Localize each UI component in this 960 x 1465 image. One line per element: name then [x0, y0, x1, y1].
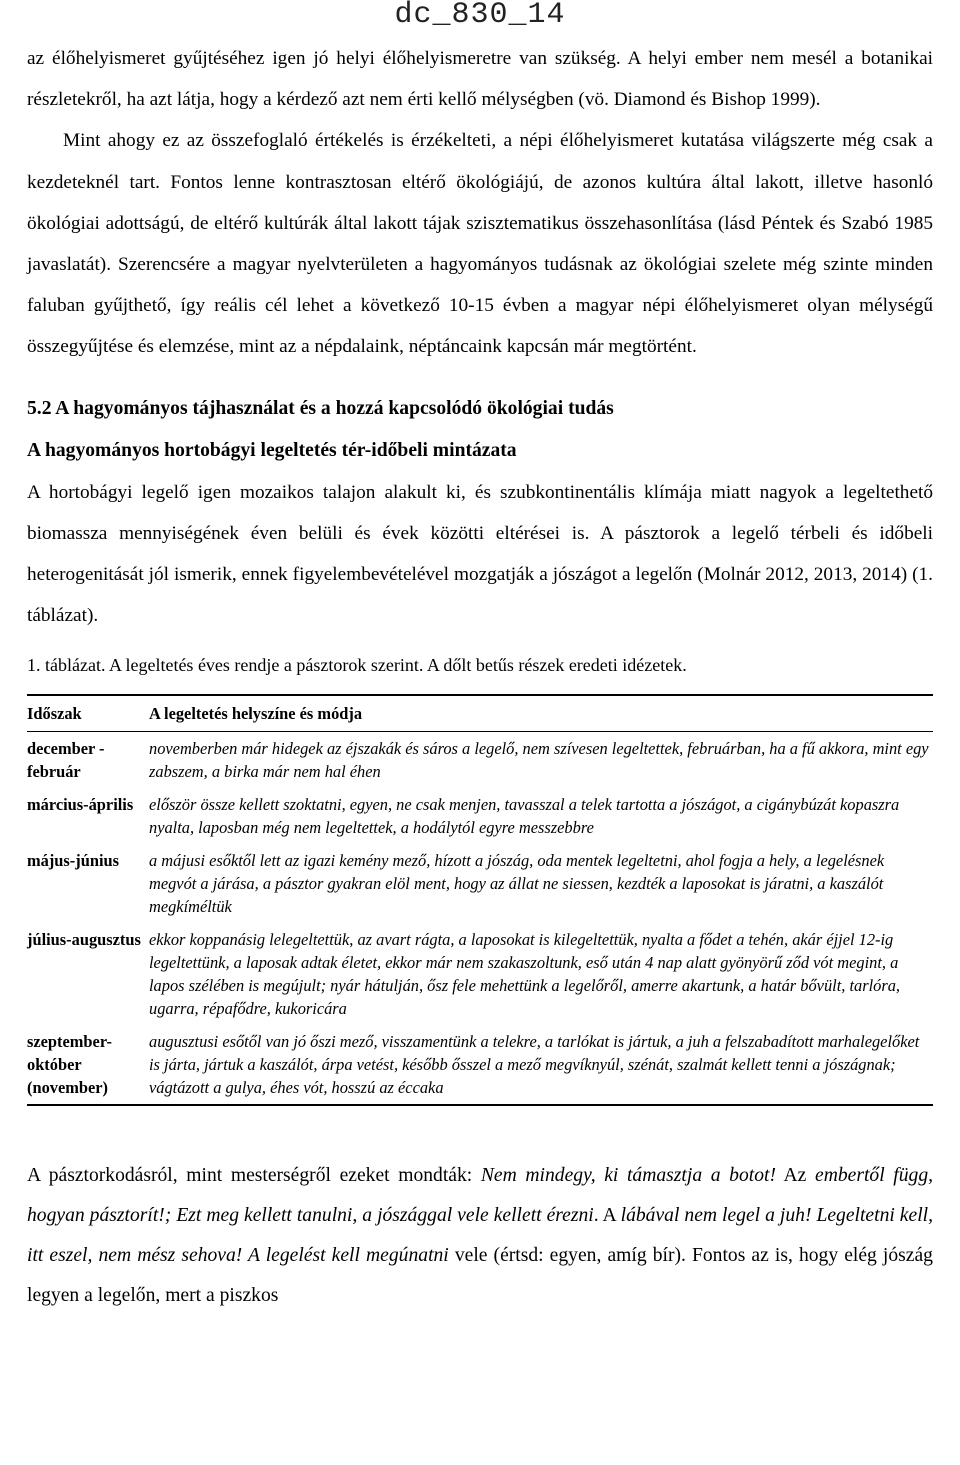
section-paragraph: A hortobágyi legelő igen mozaikos talajon alakult ki, és szubkontinentális klímája miatt nagyok a legeltethető biomassza mennyiségének éven belüli és évek közötti eltérései is. A pásztorok a legelő térbeli és időbeli heterogenitását jól ismerik, ennek figyelembevételével mozgatják a jószágot a legelőn (Molnár 2012, 2013, 2014) (1. táblázat). — [27, 481, 933, 627]
table-row — [27, 1025, 933, 1105]
closing-lead: A pásztorkodásról, mint mesterségről ezeket mondták: — [27, 1165, 481, 1187]
table-caption: 1. táblázat. A legeltetés éves rendje a pásztorok szerint. A dőlt betűs részek eredeti idézetek. — [27, 655, 687, 676]
closing-mid-2: . A — [593, 1205, 621, 1227]
table-header-row — [27, 695, 933, 732]
table-row — [27, 844, 933, 923]
row-period: május-június — [27, 851, 119, 871]
subsection-heading: A hagyományos hortobágyi legeltetés tér-időbeli mintázata — [27, 439, 517, 461]
table-row — [27, 788, 933, 844]
closing-tail: vele (értsd: egyen, amíg bír). Fontos az is, hogy elég jószág legyen a legelőn, mert a piszkos — [27, 1245, 933, 1307]
row-period: szeptember-október (november) — [27, 1032, 112, 1098]
row-description: augusztusi esőtől van jó őszi mező, visszamentünk a telekre, a tarlókat is jártuk, a juh a felszabadított marhalegelőket is járta, jártuk a kaszálót, árpa vetést, később ősszel a mező megvíknyúl, szénát, szalmát kellett tenni a jószágnak; vágtázott a gulya, éhes vót, hosszú az éccaka — [149, 1032, 920, 1098]
closing-paragraph — [27, 1156, 933, 1316]
row-period: december - február — [27, 739, 105, 782]
intro-paragraph-1: az élőhelyismeret gyűjtéséhez igen jó helyi élőhelyismeretre van szükség. A helyi ember nem mesél a botanikai részletekről, ha azt látja, hogy a kérdező azt nem érti kellő mélységben (vö. Diamond és Bishop 1999). — [27, 48, 933, 111]
grazing-table — [27, 694, 933, 1106]
row-period: március-április — [27, 795, 134, 815]
closing-quote-3: lábával nem legel a juh! Legeltetni kell, itt eszel, nem mész sehova! A legelést kell megúnatni — [27, 1205, 933, 1267]
table-row — [27, 923, 933, 1025]
row-description: ekkor koppanásig lelegeltettük, az avart rágta, a laposokat is kilegeltettük, nyalta a fődet a tehén, akár éjjel 12-ig legeltettünk, a laposak adtak életet, ekkor már nem szakaszoltunk, eső után 4 nap alatt gyönyörű ződ vót megint, a lapos szélében is megújult; nyár hátulján, ősz fele mehettünk a legelőről, amerre akartunk, a határ bővült, tarlóra, ugarra, répafődre, kukoricára — [149, 930, 900, 1019]
intro-paragraph-2: Mint ahogy ez az összefoglaló értékelés is érzékelteti, a népi élőhelyismeret kutatása világszerte még csak a kezdeteknél tart. Fontos lenne kontrasztosan eltérő ökológiájú, de azonos kultúra által lakott, illetve hasonló ökológiai adottságú, de eltérő kultúrák által lakott tájak szisztematikus összehasonlítása (lásd Péntek és Szabó 1985 javaslatát). Szerencsére a magyar nyelvterületen a hagyományos tudásnak az ökológiai szelete még szinte minden faluban gyűjthető, így reális cél lehet a következő 10-15 évben a magyar népi élőhelyismeret olyan mélységű összegyűjtése és elemzése, mint az a népdalaink, néptáncaink kapcsán már megtörtént. — [27, 130, 933, 358]
header-location: A legeltetés helyszíne és módja — [149, 695, 933, 732]
header-period: Időszak — [27, 695, 149, 732]
row-description: először össze kellett szoktatni, egyen, ne csak menjen, tavasszal a telek tartotta a jószágot, a cigánybúzát kopaszra nyalta, laposban még nem legeltettek, a hodálytól egyre messzebbre — [149, 795, 900, 838]
section-heading: 5.2 A hagyományos tájhasználat és a hozzá kapcsolódó ökológiai tudás — [27, 397, 614, 419]
row-period: július-augusztus — [27, 930, 141, 950]
closing-mid-1: Az — [775, 1165, 815, 1187]
document-id-header: dc_830_14 — [394, 0, 566, 32]
table-row — [27, 732, 933, 789]
row-description: a májusi esőktől lett az igazi kemény mező, hízott a jószág, oda mentek legeltetni, ahol fogja a hely, a legelésnek megvót a járása, a pásztor gyakran elöl ment, hogy az állat ne siessen, kezdték a laposokat is járatni, a kaszálót megkíméltük — [149, 851, 885, 917]
row-description: novemberben már hidegek az éjszakák és sáros a legelő, nem szívesen legeltettek, februárban, ha a fű akkora, mint egy zabszem, a birka már nem hal éhen — [149, 739, 929, 782]
closing-quote-2: embertől függ, hogyan pásztorít!; Ezt meg kellett tanulni, a jószággal vele kellett érezni — [27, 1165, 934, 1227]
page-content — [27, 38, 933, 1316]
closing-quote-1: Nem mindegy, ki támasztja a botot! — [480, 1165, 776, 1187]
